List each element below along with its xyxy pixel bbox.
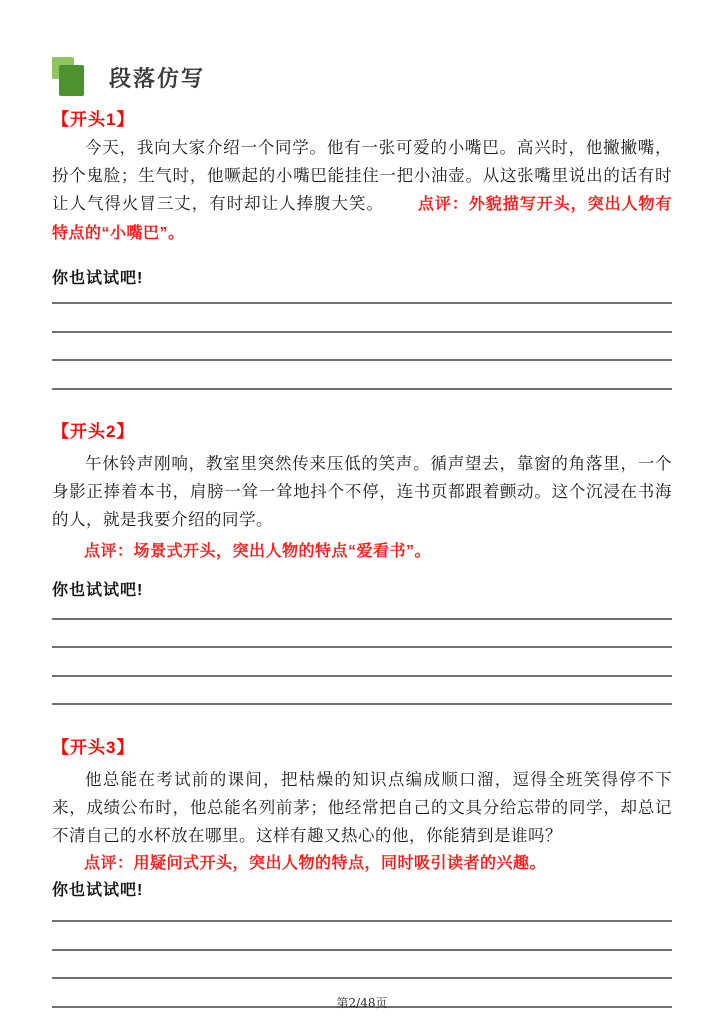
section-opening-1 [52,108,672,390]
example-text: 他总能在考试前的课间，把枯燥的知识点编成顺口溜，逗得全班笑得停不下来，成绩公布时，他总能名列前茅；他经常把自己的文具分给忘带的同学，却总记不清自己的水杯放在哪里。这样有趣又热心的他，你能猜到是谁吗？ [52,770,672,845]
writing-line [52,648,672,677]
page-header [52,0,672,97]
writing-line [52,333,672,362]
writing-lines-block [52,606,672,706]
writing-line [52,908,672,922]
writing-line [52,606,672,620]
writing-line [52,620,672,649]
teacher-comment: 点评：外貌描写开头，突出人物有特点的“小嘴巴”。 [52,196,672,242]
example-paragraph [52,450,672,534]
writing-line [52,290,672,304]
section-opening-2 [52,420,672,706]
try-it-label: 你也试试吧! [52,270,144,287]
try-it-label: 你也试试吧! [52,581,144,599]
writing-line [52,361,672,390]
green-page-front-shape [59,65,84,96]
section-heading: 【开头3】 [52,738,135,757]
section-heading: 【开头1】 [52,110,135,129]
section-opening-3 [52,736,672,1008]
writing-line [52,304,672,333]
green-pages-icon [52,57,85,97]
teacher-comment: 点评：场景式开头，突出人物的特点“爱看书”。 [84,542,432,560]
try-it-label: 你也试试吧! [52,882,144,899]
page-number-indicator: 第2/48页 [336,996,388,1010]
writing-lines-block [52,908,672,1008]
section-heading: 【开头2】 [52,421,135,441]
example-paragraph [52,766,672,850]
teacher-comment: 点评：用疑问式开头，突出人物的特点，同时吸引读者的兴趣。 [84,855,547,872]
writing-line [52,922,672,951]
example-text: 午休铃声刚响，教室里突然传来压低的笑声。循声望去，靠窗的角落里，一个身影正捧着本书，肩膀一耸一耸地抖个不停，连书页都跟着颤动。这个沉浸在书海的人，就是我要介绍的同学。 [52,453,672,529]
example-text: 今天，我向大家介绍一个同学。他有一张可爱的小嘴巴。高兴时，他撇撇嘴，扮个鬼脸；生气时，他噘起的小嘴巴能挂住一把小油壶。从这张嘴里说出的话有时让人气得火冒三丈，有时却让人捧腹大笑。 [52,138,672,213]
page-title: 段落仿写 [109,65,206,91]
writing-lines-block [52,290,672,390]
writing-line [52,951,672,980]
example-paragraph [52,134,672,248]
writing-line [52,677,672,706]
